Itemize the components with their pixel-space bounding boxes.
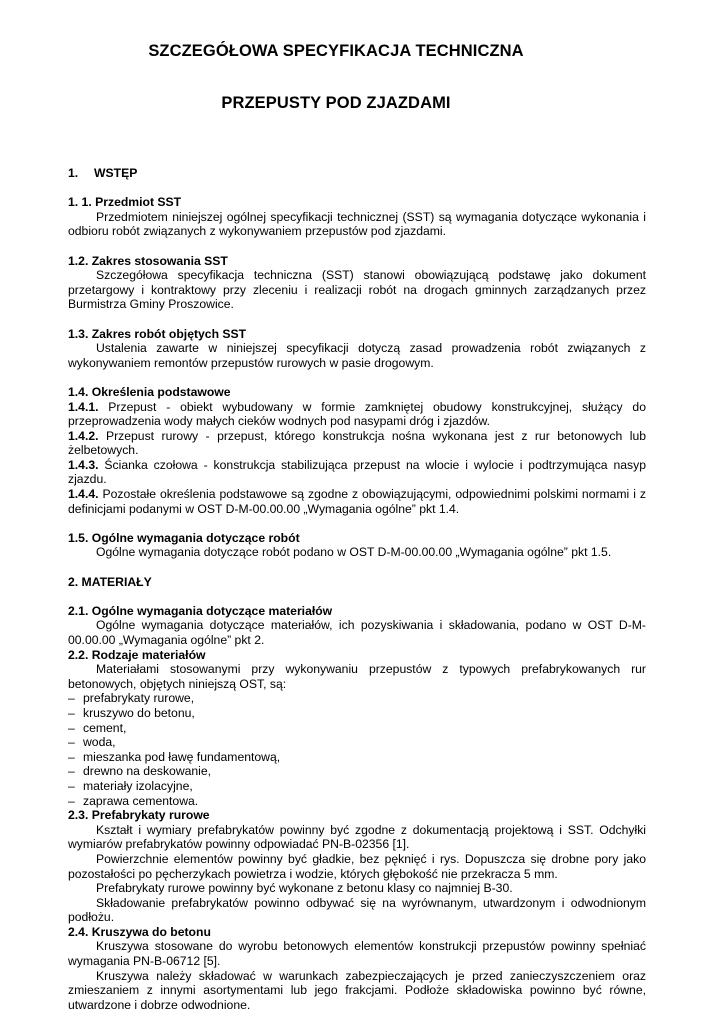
section-2-1-text: Ogólne wymagania dotyczące materiałów, ich pozyskiwania i składowania, podano w OST D-M-00.00.00 „Wymagania ogólne” pkt 2. [68, 618, 646, 647]
section-2-3-text: Powierzchnie elementów powinny być gładkie, bez pęknięć i rys. Dopuszcza się drobne pory jako pozostałości po pęcherzykach powietrza i wodzie, których głębokość nie przekracza 5 mm. [68, 851, 646, 881]
list-item [68, 735, 646, 750]
dash-bullet: – [68, 720, 75, 735]
section-1-4-heading: 1.4. Określenia podstawowe [68, 384, 231, 399]
list-item [68, 721, 646, 736]
definition-number: 1.4.3. [68, 457, 99, 472]
list-item-text: mieszanka pod ławę fundamentową, [83, 749, 281, 764]
list-item-text: prefabrykaty rurowe, [83, 691, 195, 706]
list-item [68, 750, 646, 765]
definition-number: 1.4.1. [68, 399, 99, 414]
section-2-3-text: Prefabrykaty rurowe powinny być wykonane z betonu klasy co najmniej B-30. [96, 881, 513, 896]
dash-bullet: – [68, 735, 75, 750]
dash-bullet: – [68, 764, 75, 779]
document-body [68, 166, 646, 1012]
section-1-title: WSTĘP [94, 166, 138, 180]
list-item [68, 764, 646, 779]
definition-text: Pozostałe określenia podstawowe są zgodne z obowiązującymi, odpowiednimi polskimi normami i z definicjami podanymi w OST D-M-00.00.00 „Wymagania ogólne” pkt 1.4. [68, 487, 646, 516]
section-2-3-heading: 2.3. Prefabrykaty rurowe [68, 808, 210, 823]
list-item-text: drewno na deskowanie, [83, 764, 212, 779]
list-item-text: zaprawa cementowa. [83, 793, 199, 808]
list-item-text: woda, [83, 735, 116, 750]
list-item [68, 794, 646, 809]
section-2-2-heading: 2.2. Rodzaje materiałów [68, 647, 206, 662]
definition-1-4-2 [68, 429, 646, 458]
dash-bullet: – [68, 691, 75, 706]
section-1-2-text: Szczegółowa specyfikacja techniczna (SST) stanowi obowiązującą podstawę jako dokument przetargowy i kontraktowy przy zleceniu i realizacji robót na drogach gminnych zarządzanych przez Burmistrza Gminy Proszowice. [68, 268, 646, 312]
section-1-1-heading: 1. 1. Przedmiot SST [68, 195, 182, 210]
definition-number: 1.4.2. [68, 428, 99, 443]
section-2-4-text: Kruszywa należy składować w warunkach zabezpieczających je przed zanieczyszczeniem oraz zmieszaniem z innymi asortymentami lub jego frakcjami. Podłoże składowiska powinno być równe, utwardzone i dobrze odwodnione. [68, 968, 646, 1012]
dash-bullet: – [68, 705, 75, 720]
section-2-4-heading: 2.4. Kruszywa do betonu [68, 924, 211, 939]
list-item-text: cement, [83, 720, 127, 735]
section-2-3-text: Kształt i wymiary prefabrykatów powinny być zgodne z dokumentacją projektową i SST. Odchyłki wymiarów prefabrykatów powinny odpowiadać PN-B-02356 [1]. [68, 822, 646, 852]
section-2-2-text: Materiałami stosowanymi przy wykonywaniu przepustów z typowych prefabrykowanych rur betonowych, objętych niniejszą OST, są: [68, 662, 646, 691]
definition-text: Ścianka czołowa - konstrukcja stabilizująca przepust na wlocie i wylocie i podtrzymująca nasyp zjazdu. [68, 457, 646, 487]
section-1-5-text: Ogólne wymagania dotyczące robót podano w OST D-M-00.00.00 „Wymagania ogólne” pkt 1.5. [96, 545, 612, 560]
section-1-1-text: Przedmiotem niniejszej ogólnej specyfikacji technicznej (SST) są wymagania dotyczące wykonania i odbioru robót związanych z wykonywaniem przepustów pod zjazdami. [68, 209, 646, 239]
section-1-number: 1. [68, 166, 79, 180]
document-title: SZCZEGÓŁOWA SPECYFIKACJA TECHNICZNA [148, 42, 524, 60]
section-2-1-heading: 2.1. Ogólne wymagania dotyczące materiałów [68, 603, 333, 618]
definition-1-4-1 [68, 400, 646, 429]
materials-list [68, 691, 646, 808]
definition-text: Przepust rurowy - przepust, którego konstrukcja nośna wykonana jest z rur betonowych lub żelbetowych. [68, 428, 646, 458]
section-2-4-text: Kruszywa stosowane do wyrobu betonowych elementów konstrukcji przepustów powinny spełniać wymagania PN-B-06712 [5]. [68, 939, 646, 969]
definition-1-4-4 [68, 487, 646, 516]
document-subtitle: PRZEPUSTY POD ZJAZDAMI [221, 94, 451, 112]
definition-1-4-3 [68, 458, 646, 487]
list-item [68, 706, 646, 721]
section-1-5-heading: 1.5. Ogólne wymagania dotyczące robót [68, 530, 300, 545]
list-item-text: kruszywo do betonu, [83, 705, 195, 720]
section-1-2-heading: 1.2. Zakres stosowania SST [68, 253, 228, 268]
list-item-text: materiały izolacyjne, [83, 778, 193, 793]
section-2-heading: 2. MATERIAŁY [68, 574, 152, 589]
dash-bullet: – [68, 778, 75, 793]
definition-number: 1.4.4. [68, 487, 99, 502]
section-1-heading [68, 166, 646, 181]
dash-bullet: – [68, 793, 75, 808]
section-1-3-heading: 1.3. Zakres robót objętych SST [68, 326, 247, 341]
list-item [68, 691, 646, 706]
list-item [68, 779, 646, 794]
section-1-3-text: Ustalenia zawarte w niniejszej specyfikacji dotyczą zasad prowadzenia robót związanych z wykonywaniem remontów przepustów rurowych w pasie drogowym. [68, 341, 646, 370]
dash-bullet: – [68, 749, 75, 764]
section-2-3-text: Składowanie prefabrykatów powinno odbywać się na wyrównanym, utwardzonym i odwodnionym podłożu. [68, 895, 646, 925]
definition-text: Przepust - obiekt wybudowany w formie zamkniętej obudowy konstrukcyjnej, służący do przeprowadzenia wody małych cieków wodnych pod nasypami dróg i zjazdów. [68, 399, 646, 429]
